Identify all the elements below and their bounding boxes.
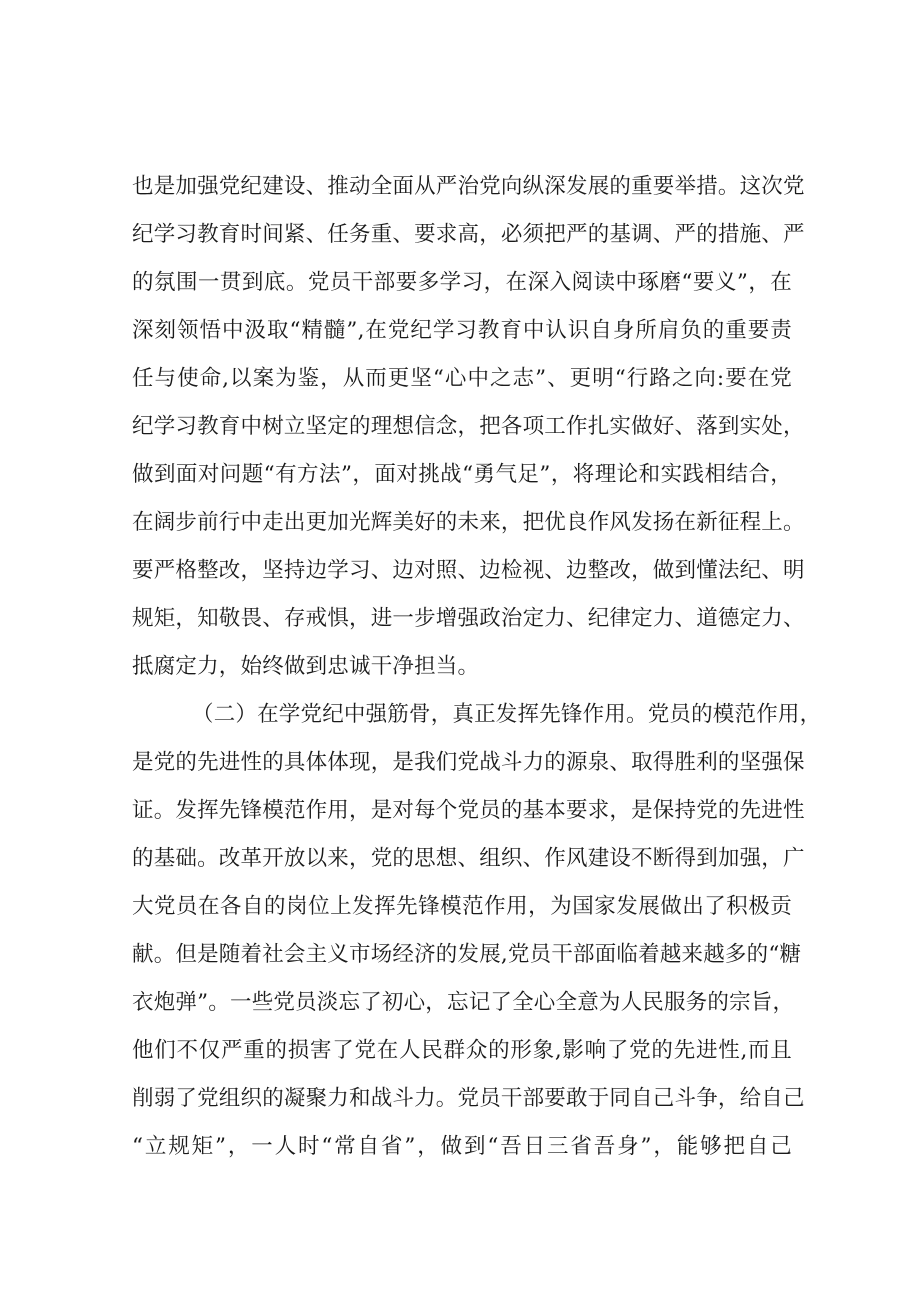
paragraph-1-line-2: 纪学习教育时间紧、任务重、要求高，必须把严的基调、严的措施、严 [132,222,805,247]
paragraph-2-line-6: 献。但是随着社会主义市场经济的发展,党员干部面临着越来越多的“糖 [132,942,802,967]
paragraph-2-line-10: “立规矩”，一人时“常自省”，做到“吾日三省吾身”，能够把自己 [132,1134,792,1159]
paragraph-1-line-3: 的氛围一贯到底。党员干部要多学习，在深入阅读中琢磨“要义”，在 [132,270,792,295]
paragraph-1-line-5: 任与使命,以案为鉴，从而更坚“心中之志”、更明“行路之向:要在党 [132,366,792,391]
paragraph-1-line-4: 深刻领悟中汲取“精髓”,在党纪学习教育中认识自身所肩负的重要责 [132,318,792,343]
paragraph-2-line-8: 他们不仅严重的损害了党在人民群众的形象,影响了党的先进性,而且 [132,1038,792,1063]
paragraph-1-line-1: 也是加强党纪建设、推动全面从严治党向纵深发展的重要举措。这次党 [132,174,805,199]
paragraph-2-line-1: （二）在学党纪中强筋骨，真正发挥先锋作用。党员的模范作用， [192,702,822,727]
paragraph-1-line-9: 要严格整改，坚持边学习、边对照、边检视、边整改，做到懂法纪、明 [132,558,805,583]
paragraph-2-line-5: 大党员在各自的岗位上发挥先锋模范作用，为国家发展做出了积极贡 [132,894,792,919]
paragraph-2-line-9: 削弱了党组织的凝聚力和战斗力。党员干部要敢于同自己斗争，给自己 [132,1086,805,1111]
paragraph-1-line-8: 在阔步前行中走出更加光辉美好的未来，把优良作风发扬在新征程上。 [132,510,805,535]
paragraph-1-line-11: 抵腐定力，始终做到忠诚干净担当。 [132,654,480,679]
paragraph-1-line-10: 规矩，知敬畏、存戒惧，进一步增强政治定力、纪律定力、道德定力、 [132,606,805,631]
paragraph-1-line-6: 纪学习教育中树立坚定的理想信念，把各项工作扎实做好、落到实处， [132,414,805,439]
paragraph-1-line-7: 做到面对问题“有方法”，面对挑战“勇气足”，将理论和实践相结合， [132,462,792,487]
paragraph-2-line-2: 是党的先进性的具体体现，是我们党战斗力的源泉、取得胜利的坚强保 [132,750,805,775]
paragraph-2-line-3: 证。发挥先锋模范作用，是对每个党员的基本要求，是保持党的先进性 [132,798,805,823]
paragraph-2-line-7: 衣炮弹”。一些党员淡忘了初心，忘记了全心全意为人民服务的宗旨， [132,990,795,1015]
paragraph-2-line-4: 的基础。改革开放以来，党的思想、组织、作风建设不断得到加强，广 [132,846,805,871]
